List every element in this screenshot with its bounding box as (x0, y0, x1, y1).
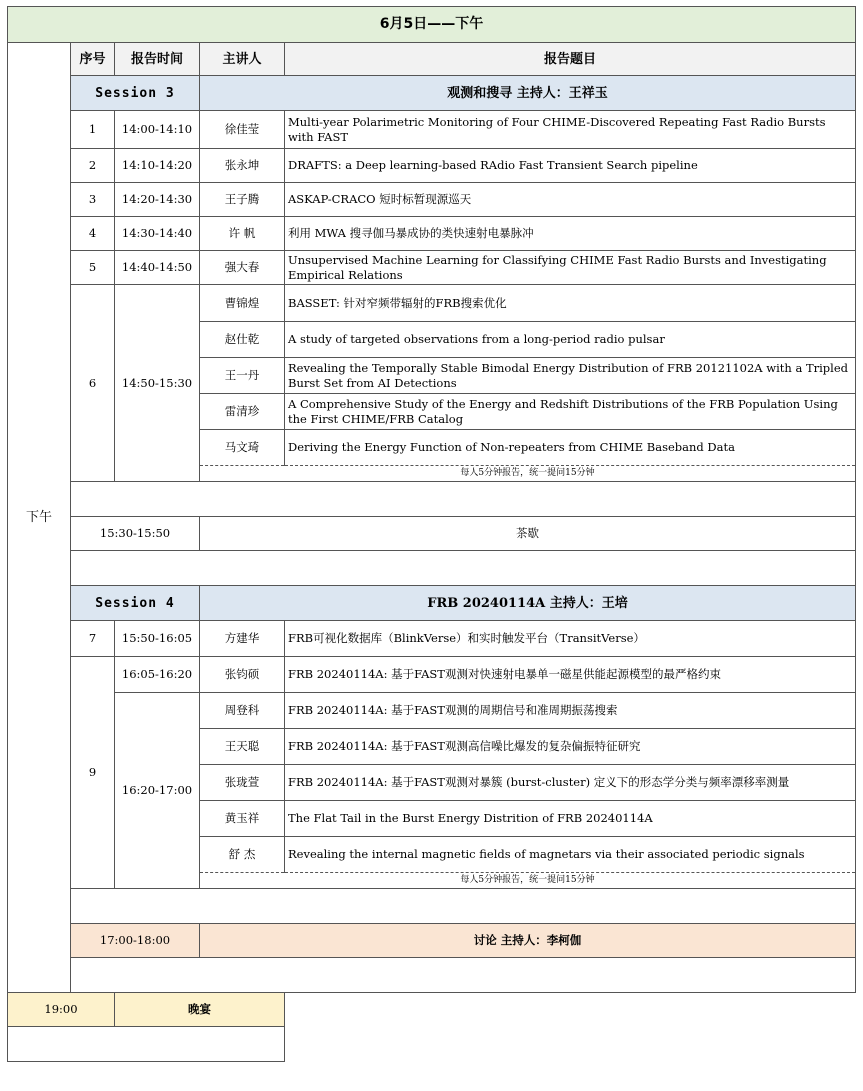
talk-time: 16:05-16:20 (115, 657, 200, 693)
talk-speaker: 强大春 (200, 251, 285, 285)
talk-no: 7 (71, 621, 115, 657)
talk-speaker: 曹锦煌 (200, 285, 285, 322)
talk-topic: Deriving the Energy Function of Non-repeaters from CHIME Baseband Data (285, 430, 856, 466)
talk-speaker: 张珑萱 (200, 765, 285, 801)
talk-time: 14:00-14:10 (115, 111, 200, 149)
talk-topic: Revealing the internal magnetic fields of magnetars via their associated periodic signals (285, 837, 856, 873)
talk-speaker: 王子腾 (200, 183, 285, 217)
break-time: 15:30-15:50 (71, 517, 200, 551)
talk-time: 14:50-15:30 (115, 285, 200, 482)
spacer-row (8, 551, 856, 586)
talk-time: 15:50-16:05 (115, 621, 200, 657)
session3-label: Session 3 (71, 76, 200, 111)
schedule-table (7, 6, 856, 1062)
session3-row (8, 76, 856, 111)
dinner-time: 19:00 (8, 993, 115, 1027)
talk-speaker: 方建华 (200, 621, 285, 657)
period-label: 下午 (8, 43, 71, 993)
talk-no: 9 (71, 657, 115, 889)
spacer-row (8, 482, 856, 517)
talk-speaker: 周登科 (200, 693, 285, 729)
talk-topic: FRB 20240114A: 基于FAST观测高信噪比爆发的复杂偏振特征研究 (285, 729, 856, 765)
table-row (8, 693, 856, 729)
discussion-label: 讨论 主持人：李柯伽 (200, 924, 856, 958)
talk-no: 5 (71, 251, 115, 285)
talk-speaker: 王一丹 (200, 358, 285, 394)
talk-speaker: 黄玉祥 (200, 801, 285, 837)
header-topic: 报告题目 (285, 43, 856, 76)
discussion-row (8, 924, 856, 958)
spacer-row (8, 1027, 856, 1062)
dinner-label: 晚宴 (115, 993, 285, 1027)
talk-speaker: 王天聪 (200, 729, 285, 765)
talk-speaker: 赵仕乾 (200, 322, 285, 358)
header-time: 报告时间 (115, 43, 200, 76)
talk-topic: FRB 20240114A: 基于FAST观测对暴簇 (burst-cluster) 定义下的形态学分类与频率漂移率测量 (285, 765, 856, 801)
session4-note: 每人5分钟报告，统一提问15分钟 (200, 873, 856, 889)
table-row (8, 657, 856, 693)
talk-topic: Unsupervised Machine Learning for Classifying CHIME Fast Radio Bursts and Investigating Empirical Relations (285, 251, 856, 285)
talk-no: 1 (71, 111, 115, 149)
table-row (8, 111, 856, 149)
break-label: 茶歇 (200, 517, 856, 551)
table-row (8, 217, 856, 251)
talk-topic: Multi-year Polarimetric Monitoring of Four CHIME-Discovered Repeating Fast Radio Bursts with FAST (285, 111, 856, 149)
talk-speaker: 张钧硕 (200, 657, 285, 693)
header-speaker: 主讲人 (200, 43, 285, 76)
talk-speaker: 徐佳莹 (200, 111, 285, 149)
talk-time: 16:20-17:00 (115, 693, 200, 889)
talk-time: 14:30-14:40 (115, 217, 200, 251)
talk-topic: The Flat Tail in the Burst Energy Distrition of FRB 20240114A (285, 801, 856, 837)
talk-time: 14:20-14:30 (115, 183, 200, 217)
break-row (8, 517, 856, 551)
talk-no: 2 (71, 149, 115, 183)
table-row (8, 183, 856, 217)
table-row (8, 149, 856, 183)
talk-topic: 利用 MWA 搜寻伽马暴成协的类快速射电暴脉冲 (285, 217, 856, 251)
session3-note: 每人5分钟报告，统一提问15分钟 (200, 466, 856, 482)
talk-topic: ASKAP-CRACO 短时标暂现源巡天 (285, 183, 856, 217)
talk-no: 3 (71, 183, 115, 217)
session4-label: Session 4 (71, 586, 200, 621)
table-row (8, 621, 856, 657)
talk-topic: A study of targeted observations from a long-period radio pulsar (285, 322, 856, 358)
talk-topic: FRB 20240114A: 基于FAST观测对快速射电暴单一磁星供能起源模型的最严格约束 (285, 657, 856, 693)
talk-speaker: 舒 杰 (200, 837, 285, 873)
talk-no: 6 (71, 285, 115, 482)
talk-speaker: 张永坤 (200, 149, 285, 183)
spacer-row (8, 889, 856, 924)
session4-title: FRB 20240114A 主持人：王培 (200, 586, 856, 621)
page-title: 6月5日——下午 (8, 7, 856, 43)
talk-topic: BASSET: 针对窄频带辐射的FRB搜索优化 (285, 285, 856, 322)
talk-topic: FRB可视化数据库（BlinkVerse）和实时触发平台（TransitVerse） (285, 621, 856, 657)
talk-speaker: 许 帆 (200, 217, 285, 251)
talk-speaker: 马文琦 (200, 430, 285, 466)
session4-row (8, 586, 856, 621)
table-row (8, 285, 856, 322)
header-no: 序号 (71, 43, 115, 76)
table-row (8, 251, 856, 285)
dinner-row (8, 993, 856, 1027)
talk-topic: A Comprehensive Study of the Energy and Redshift Distributions of the FRB Population Using the First CHIME/FRB Catalog (285, 394, 856, 430)
spacer-row (8, 958, 856, 993)
talk-topic: DRAFTS: a Deep learning-based RAdio Fast Transient Search pipeline (285, 149, 856, 183)
talk-speaker: 雷清珍 (200, 394, 285, 430)
talk-time: 14:10-14:20 (115, 149, 200, 183)
talk-topic: FRB 20240114A: 基于FAST观测的周期信号和准周期振荡搜索 (285, 693, 856, 729)
discussion-time: 17:00-18:00 (71, 924, 200, 958)
talk-no: 4 (71, 217, 115, 251)
talk-topic: Revealing the Temporally Stable Bimodal Energy Distribution of FRB 20121102A with a Tripled Burst Set from AI Detections (285, 358, 856, 394)
talk-time: 14:40-14:50 (115, 251, 200, 285)
session3-title: 观测和搜寻 主持人：王祥玉 (200, 76, 856, 111)
